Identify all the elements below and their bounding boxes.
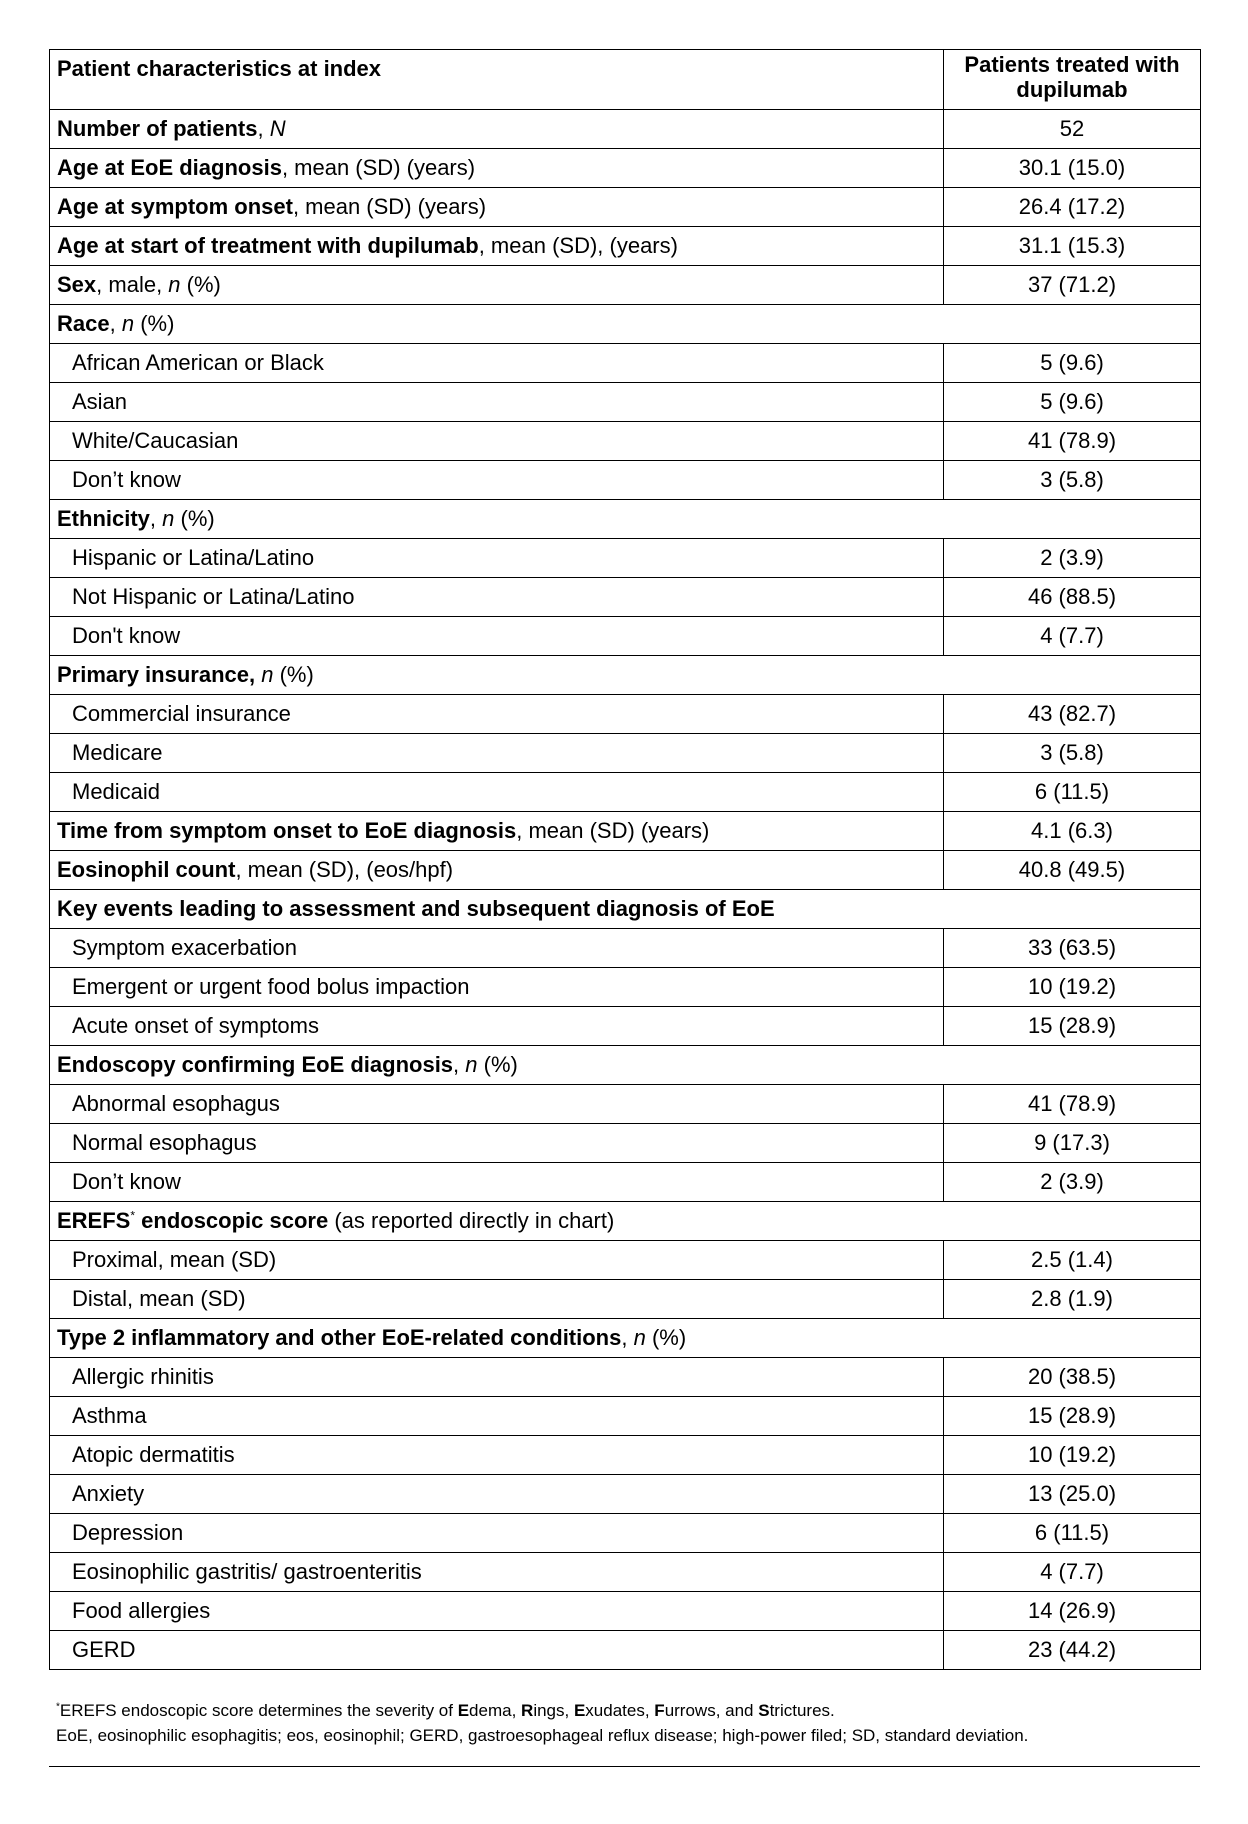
row-label-bold: Endoscopy confirming EoE diagnosis [57, 1052, 454, 1077]
row-label-detail: , mean (SD), (years) [478, 233, 678, 258]
row-label-cell: Don’t know [50, 1163, 944, 1202]
row-label-bold: Time from symptom onset to EoE diagnosis [57, 818, 517, 843]
row-label-unit: (%) [477, 1052, 518, 1077]
sub-row-african-american-or-black [50, 344, 1201, 383]
row-label-bold: EREFS [57, 1208, 131, 1233]
row-label-detail: , [257, 116, 270, 141]
row-label-detail: , [149, 506, 163, 531]
sub-row-medicaid [50, 773, 1201, 812]
row-value-cell: 6 (11.5) [944, 773, 1201, 812]
sub-row-abnormal-esophagus [50, 1085, 1201, 1124]
row-label-cell: GERD [50, 1631, 944, 1670]
sub-row-anxiety [50, 1475, 1201, 1514]
footnote-text: trictures. [769, 1701, 835, 1720]
row-label-cell [50, 188, 944, 227]
section-row-primary-insurance [50, 656, 1201, 695]
table-body [50, 50, 1201, 1670]
row-label-cell [50, 500, 1201, 539]
row-label-cell [50, 656, 1201, 695]
footnote-marker: * [130, 1208, 136, 1223]
sub-row-allergic-rhinitis [50, 1358, 1201, 1397]
row-label-italic: n [162, 506, 175, 531]
row-label-unit: (%) [180, 272, 221, 297]
row-label-detail: , mean (SD) (years) [281, 155, 476, 180]
row-value-cell: 40.8 (49.5) [944, 851, 1201, 890]
row-label-cell [50, 1046, 1201, 1085]
row-label-detail: , [453, 1052, 466, 1077]
row-value-cell: 4 (7.7) [944, 1553, 1201, 1592]
table-row-time-from-symptom-onset-to-eoe-diagnosis [50, 812, 1201, 851]
row-label-detail: , mean (SD), (eos/hpf) [235, 857, 454, 882]
table-row-number-of-patients [50, 110, 1201, 149]
section-row-race [50, 305, 1201, 344]
patient-characteristics-table [49, 49, 1201, 1670]
row-value-cell: 26.4 (17.2) [944, 188, 1201, 227]
row-label-cell: Normal esophagus [50, 1124, 944, 1163]
row-label-cell: Commercial insurance [50, 695, 944, 734]
sub-row-symptom-exacerbation [50, 929, 1201, 968]
footnote-bold-letter: R [521, 1701, 534, 1720]
row-label-detail: , male, [96, 272, 169, 297]
row-label-cell [50, 1319, 1201, 1358]
sub-row-medicare [50, 734, 1201, 773]
row-label-detail: , mean (SD) (years) [292, 194, 487, 219]
row-label-unit: (%) [174, 506, 215, 531]
row-value-cell: 2.8 (1.9) [944, 1280, 1201, 1319]
row-label-cell [50, 1202, 1201, 1241]
row-label-bold: Type 2 inflammatory and other EoE-related conditions [57, 1325, 622, 1350]
bottom-divider [49, 1766, 1200, 1767]
row-value-cell: 41 (78.9) [944, 422, 1201, 461]
row-label-bold: Primary insurance, [57, 662, 256, 687]
row-label-detail: , [621, 1325, 634, 1350]
row-value-cell: 30.1 (15.0) [944, 149, 1201, 188]
row-value-cell: 5 (9.6) [944, 344, 1201, 383]
row-label-cell: Acute onset of symptoms [50, 1007, 944, 1046]
row-label-italic: n [633, 1325, 646, 1350]
row-label-italic: N [269, 116, 286, 141]
row-value-cell: 4.1 (6.3) [944, 812, 1201, 851]
row-label-cell [50, 227, 944, 266]
row-label-cell: Allergic rhinitis [50, 1358, 944, 1397]
sub-row-distal-mean-sd [50, 1280, 1201, 1319]
row-value-cell: 41 (78.9) [944, 1085, 1201, 1124]
row-label-cell: Medicaid [50, 773, 944, 812]
row-label-cell [50, 851, 944, 890]
table-row-sex [50, 266, 1201, 305]
row-value-cell: 2 (3.9) [944, 539, 1201, 578]
row-label-cell: Proximal, mean (SD) [50, 1241, 944, 1280]
footnote-bold-letter: E [573, 1701, 586, 1720]
section-row-ethnicity [50, 500, 1201, 539]
row-value-cell: 31.1 (15.3) [944, 227, 1201, 266]
row-label-cell: Don’t know [50, 461, 944, 500]
section-row-key-events-leading-to-assessment-and-subsequent- [50, 890, 1201, 929]
header-characteristics-cell: Patient characteristics at index [50, 50, 944, 110]
row-label-bold: Age at EoE diagnosis [57, 155, 282, 180]
row-value-cell: 3 (5.8) [944, 461, 1201, 500]
sub-row-asian [50, 383, 1201, 422]
row-value-cell: 10 (19.2) [944, 968, 1201, 1007]
row-label-detail: , [109, 311, 122, 336]
footnote-text: xudates, [585, 1701, 655, 1720]
sub-row-don-t-know [50, 617, 1201, 656]
row-label-cell: Don't know [50, 617, 944, 656]
section-row-type-2-inflammatory-and-other-eoe-related-condit [50, 1319, 1201, 1358]
row-value-cell: 5 (9.6) [944, 383, 1201, 422]
row-value-cell: 33 (63.5) [944, 929, 1201, 968]
sub-row-don-t-know [50, 1163, 1201, 1202]
row-value-cell: 2.5 (1.4) [944, 1241, 1201, 1280]
row-label-italic: n [168, 272, 181, 297]
row-label-cell: White/Caucasian [50, 422, 944, 461]
row-label-cell: Symptom exacerbation [50, 929, 944, 968]
footnote-bold-letter: F [654, 1701, 665, 1720]
row-label-cell: Depression [50, 1514, 944, 1553]
section-row-endoscopy-confirming-eoe-diagnosis [50, 1046, 1201, 1085]
row-label-detail: (as reported directly in chart) [328, 1208, 615, 1233]
sub-row-proximal-mean-sd [50, 1241, 1201, 1280]
row-label-cell: Distal, mean (SD) [50, 1280, 944, 1319]
row-label-bold: Age at start of treatment with dupilumab [57, 233, 479, 258]
footnote-text: dema, [469, 1701, 522, 1720]
sub-row-hispanic-or-latina-latino [50, 539, 1201, 578]
footnote-bold-letter: E [457, 1701, 470, 1720]
sub-row-don-t-know [50, 461, 1201, 500]
row-label-cell: Food allergies [50, 1592, 944, 1631]
sub-row-gerd [50, 1631, 1201, 1670]
erefs-footnote [56, 1698, 1196, 1723]
table-row-age-at-symptom-onset [50, 188, 1201, 227]
row-value-cell: 10 (19.2) [944, 1436, 1201, 1475]
row-label-bold: Race [57, 311, 110, 336]
row-label-cell [50, 110, 944, 149]
row-label-italic: n [465, 1052, 478, 1077]
sub-row-eosinophilic-gastritis-gastroenteritis [50, 1553, 1201, 1592]
row-label-cell: Asian [50, 383, 944, 422]
row-value-cell: 20 (38.5) [944, 1358, 1201, 1397]
sub-row-depression [50, 1514, 1201, 1553]
sub-row-white-caucasian [50, 422, 1201, 461]
row-value-cell: 52 [944, 110, 1201, 149]
row-label-cell: Atopic dermatitis [50, 1436, 944, 1475]
row-label-bold: Key events leading to assessment and subsequent diagnosis of EoE [57, 896, 775, 921]
row-label-cell: Anxiety [50, 1475, 944, 1514]
sub-row-emergent-or-urgent-food-bolus-impaction [50, 968, 1201, 1007]
row-label-cell: African American or Black [50, 344, 944, 383]
row-label-cell: Abnormal esophagus [50, 1085, 944, 1124]
row-value-cell: 46 (88.5) [944, 578, 1201, 617]
row-label-cell [50, 812, 944, 851]
row-value-cell: 15 (28.9) [944, 1397, 1201, 1436]
sub-row-commercial-insurance [50, 695, 1201, 734]
row-value-cell: 3 (5.8) [944, 734, 1201, 773]
characteristics-table-container [49, 49, 1200, 1670]
footnote-text: EREFS endoscopic score determines the severity of [59, 1701, 458, 1720]
row-label-cell: Eosinophilic gastritis/ gastroenteritis [50, 1553, 944, 1592]
row-value-cell: 6 (11.5) [944, 1514, 1201, 1553]
abbreviations-footnote: EoE, eosinophilic esophagitis; eos, eosinophil; GERD, gastroesophageal reflux disease; high-power filed; SD, standard deviation. [56, 1726, 1029, 1745]
row-label-detail: , mean (SD) (years) [516, 818, 710, 843]
row-label-cell: Medicare [50, 734, 944, 773]
row-label-unit: (%) [134, 311, 175, 336]
row-label-bold: Number of patients [57, 116, 258, 141]
row-value-cell: 9 (17.3) [944, 1124, 1201, 1163]
table-header-row [50, 50, 1201, 110]
sub-row-not-hispanic-or-latina-latino [50, 578, 1201, 617]
table-row-age-at-eoe-diagnosis [50, 149, 1201, 188]
sub-row-atopic-dermatitis [50, 1436, 1201, 1475]
row-label-unit: (%) [645, 1325, 687, 1350]
row-label-cell: Asthma [50, 1397, 944, 1436]
row-label-cell [50, 149, 944, 188]
row-label-cell [50, 266, 944, 305]
section-row-erefs-endoscopic-score [50, 1202, 1201, 1241]
row-value-cell: 4 (7.7) [944, 617, 1201, 656]
row-label-cell: Hispanic or Latina/Latino [50, 539, 944, 578]
footnote-text: urrows, and [664, 1701, 759, 1720]
row-label-bold: Eosinophil count [57, 857, 236, 882]
row-label-cell [50, 890, 1201, 929]
row-value-cell: 23 (44.2) [944, 1631, 1201, 1670]
footnote-bold-letter: S [758, 1701, 770, 1720]
row-value-cell: 2 (3.9) [944, 1163, 1201, 1202]
row-label-bold: Sex [57, 272, 97, 297]
header-dupilumab-cell: Patients treated with dupilumab [944, 50, 1201, 110]
row-value-cell: 37 (71.2) [944, 266, 1201, 305]
row-label-italic: n [261, 662, 274, 687]
row-label-unit: (%) [273, 662, 314, 687]
sub-row-normal-esophagus [50, 1124, 1201, 1163]
sub-row-asthma [50, 1397, 1201, 1436]
row-label-bold: Age at symptom onset [57, 194, 293, 219]
row-value-cell: 15 (28.9) [944, 1007, 1201, 1046]
row-value-cell: 14 (26.9) [944, 1592, 1201, 1631]
row-value-cell: 43 (82.7) [944, 695, 1201, 734]
row-label-cell: Emergent or urgent food bolus impaction [50, 968, 944, 1007]
footnote-text: ings, [533, 1701, 574, 1720]
sub-row-food-allergies [50, 1592, 1201, 1631]
row-label-bold: Ethnicity [57, 506, 150, 531]
table-row-eosinophil-count [50, 851, 1201, 890]
row-value-cell: 13 (25.0) [944, 1475, 1201, 1514]
table-row-age-at-start-of-treatment-with-dupilumab [50, 227, 1201, 266]
table-footnotes [56, 1698, 1196, 1748]
sub-row-acute-onset-of-symptoms [50, 1007, 1201, 1046]
row-label-cell [50, 305, 1201, 344]
row-label-bold-cont: endoscopic score [135, 1208, 329, 1233]
row-label-italic: n [121, 311, 135, 336]
footnote-asterisk: * [56, 1701, 60, 1713]
row-label-cell: Not Hispanic or Latina/Latino [50, 578, 944, 617]
